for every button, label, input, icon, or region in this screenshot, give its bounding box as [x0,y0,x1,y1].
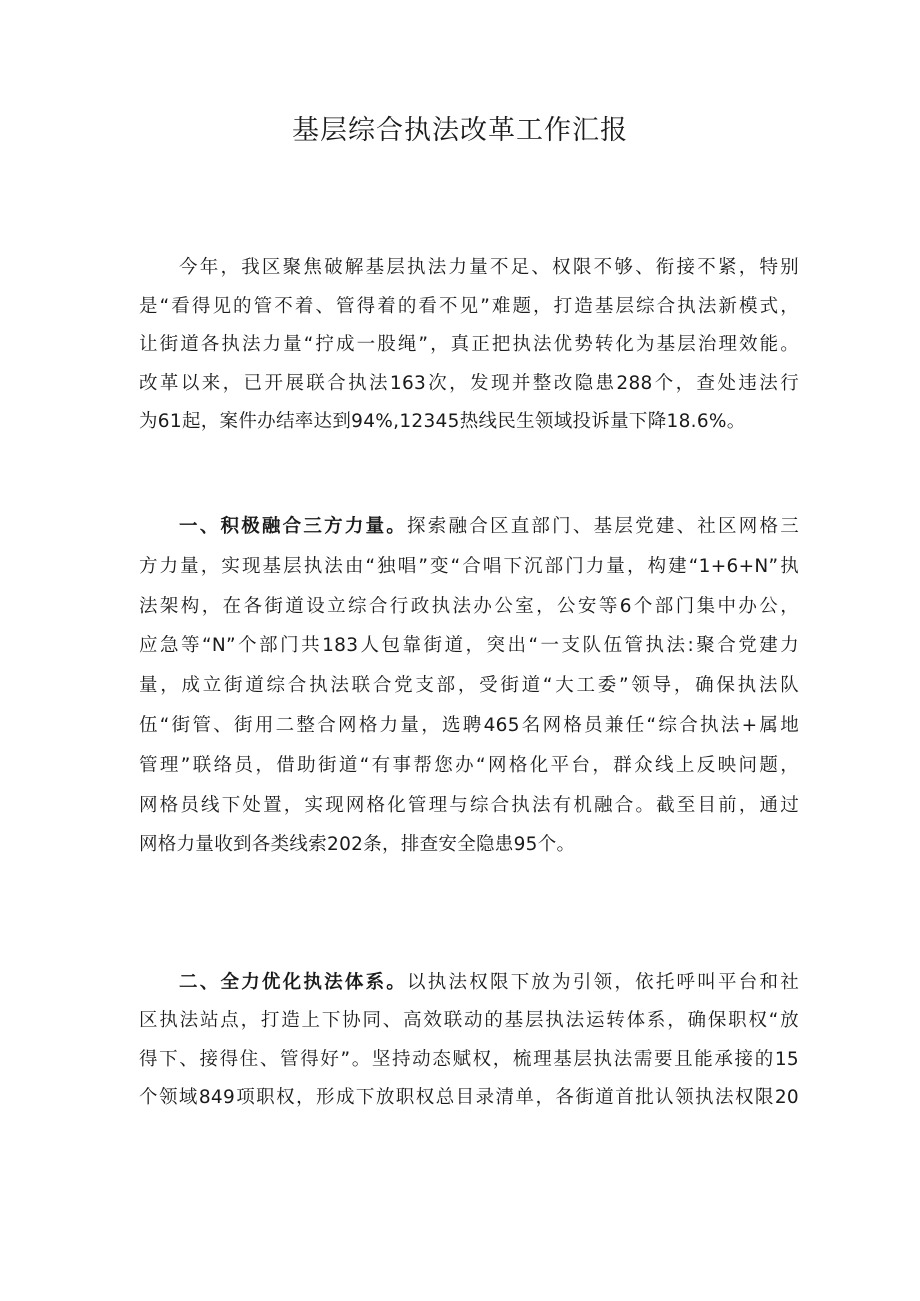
paragraph-line: 伍“街管、街用二整合网格力量，选聘465名网格员兼任“综合执法+属地 [139,714,799,736]
paragraph-line-rest: 探索融合区直部门、基层党建、社区网格三 [407,516,799,537]
paragraph-line: 管理”联络员，借助街道“有事帮您办“网格化平台，群众线上反映问题， [139,754,799,776]
paragraph-line: 得下、接得住、管得好”。坚持动态赋权，梳理基层执法需要且能承接的15 [139,1048,799,1070]
paragraph-section-2 [139,964,799,1117]
section-heading: 二、全力优化执法体系。 [179,972,408,993]
paragraph-line: 网格员线下处置，实现网格化管理与综合执法有机融合。截至目前，通过 [139,794,799,816]
paragraph-first-line [139,964,799,1002]
section-heading: 一、积极融合三方力量。 [179,516,408,537]
paragraph-section-1 [139,507,799,865]
paragraph-line: 方力量，实现基层执法由“独唱”变“合唱下沉部门力量，构建“1+6+N”执 [139,555,799,577]
paragraph-line-rest: 以执法权限下放为引领，依托呼叫平台和社 [407,972,799,993]
paragraph-line: 个领域849项职权，形成下放职权总目录清单，各街道首批认领执法权限20 [139,1086,799,1108]
paragraph-line: 让街道各执法力量“拧成一股绳”，真正把执法优势转化为基层治理效能。 [139,334,799,355]
paragraph-line: 应急等“N”个部门共183人包靠街道，突出“一支队伍管执法:聚合党建力 [139,635,799,657]
paragraph-intro [139,249,799,442]
paragraph-line: 改革以来，已开展联合执法163次，发现并整改隐患288个，查处违法行 [139,372,799,394]
paragraph-line: 为61起，案件办结率达到94%,12345热线民生领域投诉量下降18.6%。 [139,411,746,432]
paragraph-line: 是“看得见的管不着、管得着的看不见”难题，打造基层综合执法新模式， [139,295,799,317]
paragraph-line: 今年，我区聚焦破解基层执法力量不足、权限不够、衔接不紧，特别 [179,257,799,278]
paragraph-line: 法架构，在各街道设立综合行政执法办公室，公安等6个部门集中办公， [139,595,799,617]
paragraph-line: 区执法站点，打造上下协同、高效联动的基层执法运转体系，确保职权“放 [139,1010,799,1032]
paragraph-line: 量，成立街道综合执法联合党支部，受街道“大工委”领导，确保执法队 [139,675,799,697]
paragraph-first-line [139,507,799,547]
document-title: 基层综合执法改革工作汇报 [292,115,628,146]
paragraph-line: 网格力量收到各类线索202条，排查安全隐患95个。 [139,834,576,856]
